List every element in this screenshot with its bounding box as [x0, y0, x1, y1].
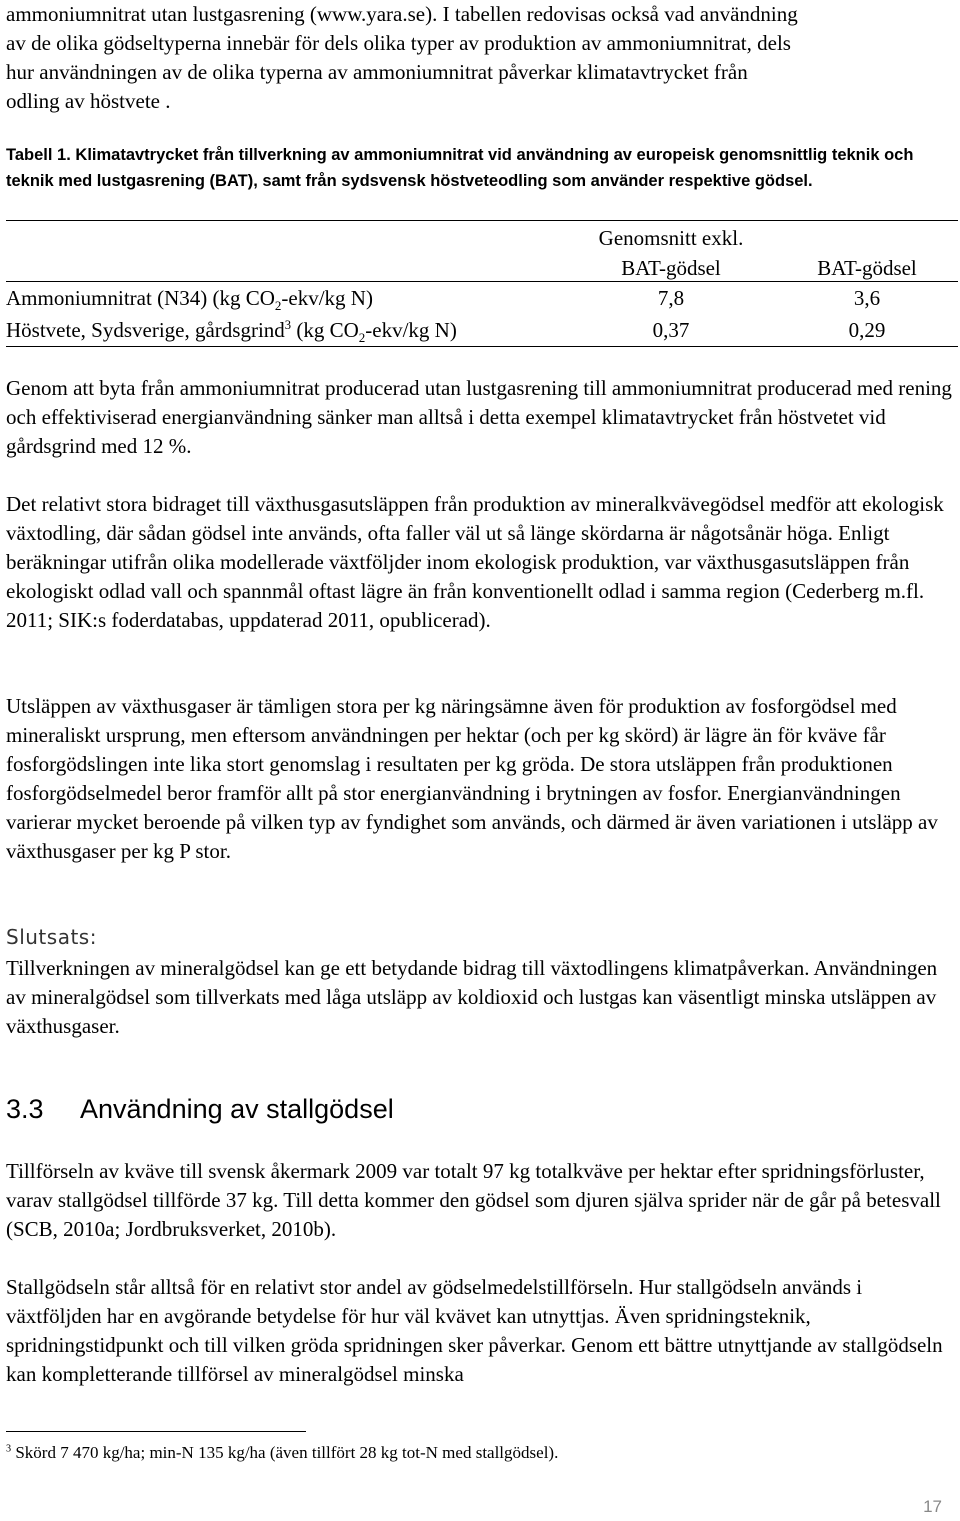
table-cell: 0,37: [566, 314, 776, 347]
page-number: 17: [923, 1497, 942, 1516]
header-cell: Genomsnitt exkl.: [566, 221, 776, 252]
conclusion-text: Tillverkningen av mineralgödsel kan ge ett betydande bidrag till växtodlingens klimatpåverkan. Användningen av mineralgödsel som tillverkats med låga utsläpp av koldioxid och lustgas kan väsentligt minska utsläppen av växthusgaser.: [6, 956, 938, 1038]
table-caption-text: Klimatavtrycket från tillverkning av ammoniumnitrat vid användning av europeisk genomsnittlig teknik och teknik med lustgasrening (BAT), samt från sydsvensk höstveteodling som använder respektive gödsel.: [6, 146, 914, 190]
table-header-row: [6, 251, 958, 282]
header-cell: BAT-gödsel: [776, 251, 958, 282]
body-paragraph: Tillförseln av kväve till svensk åkermark 2009 var totalt 97 kg totalkväve per hektar efter spridningsförluster, varav stallgödsel tillförde 37 kg. Till detta kommer den gödsel som djuren själva sprider när de går på betesvall (SCB, 2010a; Jordbruksverket, 2010b).: [6, 1159, 941, 1241]
table-row: [6, 314, 958, 347]
body-paragraph: Utsläppen av växthusgaser är tämligen stora per kg näringsämne även för produktion av fosforgödsel med mineraliskt ursprung, men eftersom användningen per hektar (och per kg skörd) är lägre än för kväve får fosforgödslingen inte lika stort genomslag i resultaten per kg gröda. De stora utsläppen från produktionen fosforgödselmedel beror framför allt på stor energianvändning i brytningen av fosfor. Energianvändningen varierar mycket beroende på vilken typ av fyndighet som används, och därmed är även variationen i utsläpp av växthusgaser per kg P stor.: [6, 694, 938, 863]
footnote-divider: [6, 1431, 306, 1432]
table-caption: [6, 142, 946, 194]
table-row: [6, 282, 958, 315]
section-heading: [6, 1092, 394, 1126]
table-cell: 0,29: [776, 314, 958, 347]
emissions-table: [6, 220, 958, 347]
footnote-marker: 3: [6, 1443, 12, 1455]
table-caption-label: Tabell 1.: [6, 146, 71, 164]
body-paragraph: Genom att byta från ammoniumnitrat producerad utan lustgasrening till ammoniumnitrat producerad med rening och effektiviserad energianvändning sänker man alltså i detta exempel klimatavtrycket från höstvetet vid gårdsgrind med 12 %.: [6, 376, 952, 458]
table-cell: 7,8: [657, 285, 685, 310]
header-cell: BAT-gödsel: [566, 251, 776, 282]
footnote-text: Skörd 7 470 kg/ha; min-N 135 kg/ha (även tillfört 28 kg tot-N med stallgödsel).: [11, 1443, 559, 1462]
conclusion-label: Slutsats:: [6, 925, 97, 949]
section-number: 3.3: [6, 1094, 44, 1124]
row-label: Höstvete, Sydsverige, gårdsgrind$^3$ (kg $CO_2-ekv/kg$ N): [6, 314, 566, 347]
intro-paragraph: [6, 0, 956, 116]
footnote: [6, 1441, 558, 1465]
text-line: av de olika gödseltyperna innebär för dels olika typer av produktion av ammoniumnitrat, dels: [6, 31, 791, 55]
body-paragraph: Stallgödseln står alltså för en relativt stor andel av gödselmedelstillförseln. Hur stallgödseln används i växtföljden har en avgörande betydelse för hur väl kvävet kan utnyttjas. Även spridningsteknik, spridningstidpunkt och till vilken gröda spridningen sker påverkar. Genom ett bättre utnyttjande av stallgödseln kan kompletterande tillförsel av mineralgödsel minska: [6, 1275, 943, 1386]
row-label: Ammoniumnitrat (N34) (kg $CO_2-ekv/kg$ N): [6, 285, 373, 313]
table-cell: 3,6: [853, 285, 881, 310]
body-paragraph: Det relativt stora bidraget till växthusgasutsläppen från produktion av mineralkvävegödsel medför att ekologisk växtodling, där sådan gödsel inte används, ofta faller väl ut så länge skördarna är någotsånär höga. Enligt beräkningar utifrån olika modellerade växtföljder inom ekologisk produktion, var växthusgasutsläppen från ekologiskt odlad vall och spannmål oftast lägre än från konventionellt odlad i samma region (Cederberg m.fl. 2011; SIK:s foderdatabas, uppdaterad 2011, opublicerad).: [6, 492, 944, 632]
section-title: Användning av stallgödsel: [80, 1094, 394, 1124]
text-line: odling av höstvete .: [6, 89, 171, 113]
table-header-row: [6, 221, 958, 252]
text-line: ammoniumnitrat utan lustgasrening (www.yara.se). I tabellen redovisas också vad användning: [6, 2, 798, 26]
text-line: hur användningen av de olika typerna av ammoniumnitrat påverkar klimatavtrycket från: [6, 60, 748, 84]
